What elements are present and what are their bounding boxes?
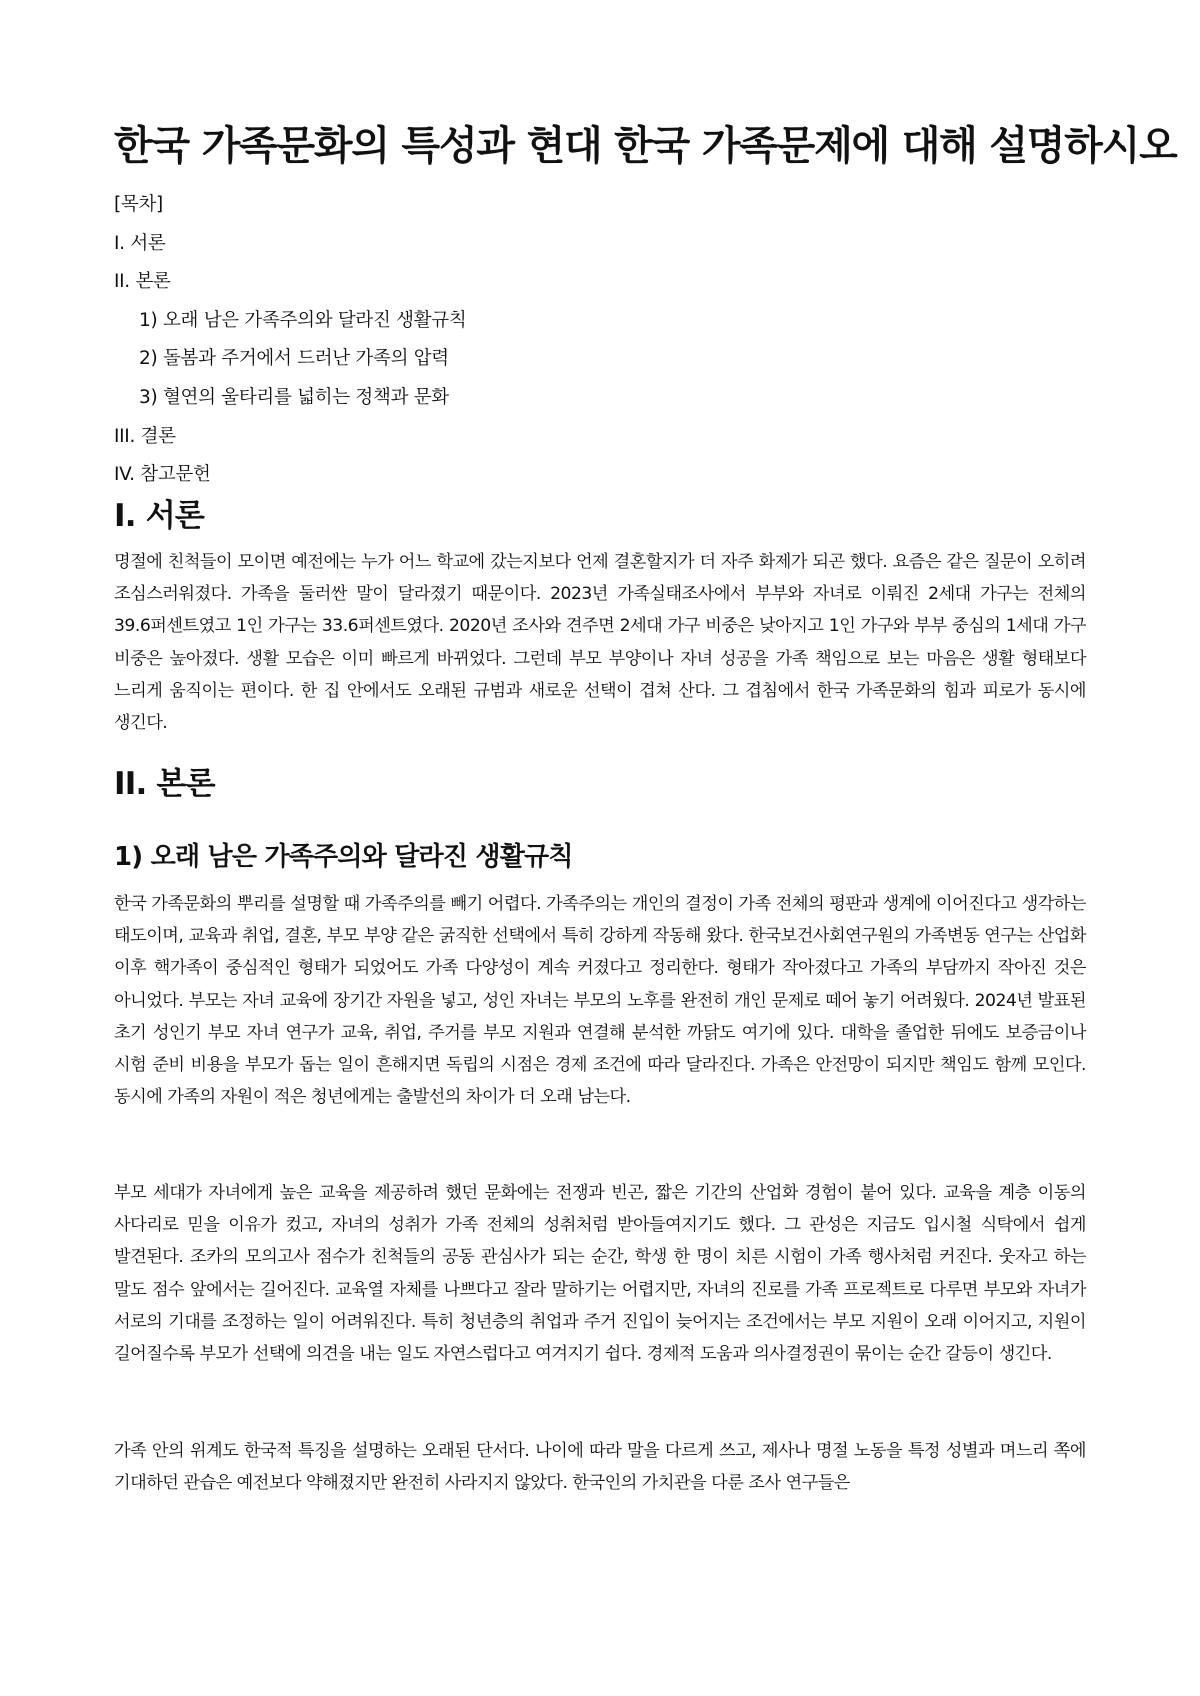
subsection-1-paragraph-1: 한국 가족문화의 뿌리를 설명할 때 가족주의를 빼기 어렵다. 가족주의는 개인의 결정이 가족 전체의 평판과 생계에 이어진다고 생각하는 태도이며, 교육과 취업, 결혼, 부모 부양 같은 굵직한 선택에서 특히 강하게 작동해 왔다. 한국보건사회연구원의 가족변동 연구는 산업화 이후 핵가족이 중심적인 형태가 되었어도 가족 다양성이 계속 커졌다고 정리한다. 형태가 작아졌다고 가족의 부담까지 작아진 것은 아니었다. 부모는 자녀 교육에 장기간 자원을 넣고, 성인 자녀는 부모의 노후를 완전히 개인 문제로 떼어 놓기 어려웠다. 2024년 발표된 초기 성인기 부모 자녀 연구가 교육, 취업, 주거를 부모 지원과 연결해 분석한 까닭도 여기에 있다. 대학을 졸업한 뒤에도 보증금이나 시험 준비 비용을 부모가 돕는 일이 흔해지면 독립의 시점은 경제 조건에 따라 달라진다. 가족은 안전망이 되지만 책임도 함께 모인다. 동시에 가족의 자원이 적은 청년에게는 출발선의 차이가 더 오래 남는다. [114, 894, 1086, 1108]
document-title: 한국 가족문화의 특성과 현대 한국 가족문제에 대해 설명하시오 [114, 123, 1177, 169]
body-heading: II. 본론 [114, 766, 215, 802]
toc-item-body-3: 3) 혈연의 울타리를 넓히는 정책과 문화 [139, 386, 449, 408]
toc-item-conclusion: III. 결론 [114, 425, 176, 447]
toc-heading: [목차] [114, 194, 163, 215]
toc-item-references: IV. 참고문헌 [114, 464, 211, 486]
subsection-1-heading: 1) 오래 남은 가족주의와 달라진 생활규칙 [114, 842, 573, 872]
toc-item-body-2: 2) 돌봄과 주거에서 드러난 가족의 압력 [139, 348, 449, 370]
toc-item-body: II. 본론 [114, 271, 171, 293]
subsection-1-paragraph-3: 가족 안의 위계도 한국적 특징을 설명하는 오래된 단서다. 나이에 따라 말을 다르게 쓰고, 제사나 명절 노동을 특정 성별과 며느리 쪽에 기대하던 관습은 예전보다 약해졌지만 완전히 사라지지 않았다. 한국인의 가치관을 다룬 조사 연구들은 [114, 1441, 1086, 1494]
intro-heading: I. 서론 [114, 498, 204, 534]
subsection-1-paragraph-2: 부모 세대가 자녀에게 높은 교육을 제공하려 했던 문화에는 전쟁과 빈곤, 짧은 기간의 산업화 경험이 붙어 있다. 교육을 계층 이동의 사다리로 믿을 이유가 컸고, 자녀의 성취가 가족 전체의 성취처럼 받아들여지기도 했다. 그 관성은 지금도 입시철 식탁에서 쉽게 발견된다. 조카의 모의고사 점수가 친척들의 공동 관심사가 되는 순간, 학생 한 명이 치른 시험이 가족 행사처럼 커진다. 웃자고 하는 말도 점수 앞에서는 길어진다. 교육열 자체를 나쁘다고 잘라 말하기는 어렵지만, 자녀의 진로를 가족 프로젝트로 다루면 부모와 자녀가 서로의 기대를 조정하는 일이 어려워진다. 특히 청년층의 취업과 주거 진입이 늦어지는 조건에서는 부모 지원이 오래 이어지고, 지원이 길어질수록 부모가 선택에 의견을 내는 일도 자연스럽다고 여겨지기 쉽다. 경제적 도움과 의사결정권이 묶이는 순간 갈등이 생긴다. [114, 1183, 1086, 1365]
intro-paragraph: 명절에 친척들이 모이면 예전에는 누가 어느 학교에 갔는지보다 언제 결혼할지가 더 자주 화제가 되곤 했다. 요즘은 같은 질문이 오히려 조심스러워졌다. 가족을 둘러싼 말이 달라졌기 때문이다. 2023년 가족실태조사에서 부부와 자녀로 이뤄진 2세대 가구는 전체의 39.6퍼센트였고 1인 가구는 33.6퍼센트였다. 2020년 조사와 견주면 2세대 가구 비중은 낮아지고 1인 가구와 부부 중심의 1세대 가구 비중은 높아졌다. 생활 모습은 이미 빠르게 바뀌었다. 그런데 부모 부양이나 자녀 성공을 가족 책임으로 보는 마음은 생활 형태보다 느리게 움직이는 편이다. 한 집 안에서도 오래된 규범과 새로운 선택이 겹쳐 산다. 그 겹침에서 한국 가족문화의 힘과 피로가 동시에 생긴다. [114, 552, 1086, 734]
toc-item-body-1: 1) 오래 남은 가족주의와 달라진 생활규칙 [139, 309, 467, 331]
toc-item-intro: I. 서론 [114, 232, 166, 254]
table-of-contents [114, 186, 714, 495]
